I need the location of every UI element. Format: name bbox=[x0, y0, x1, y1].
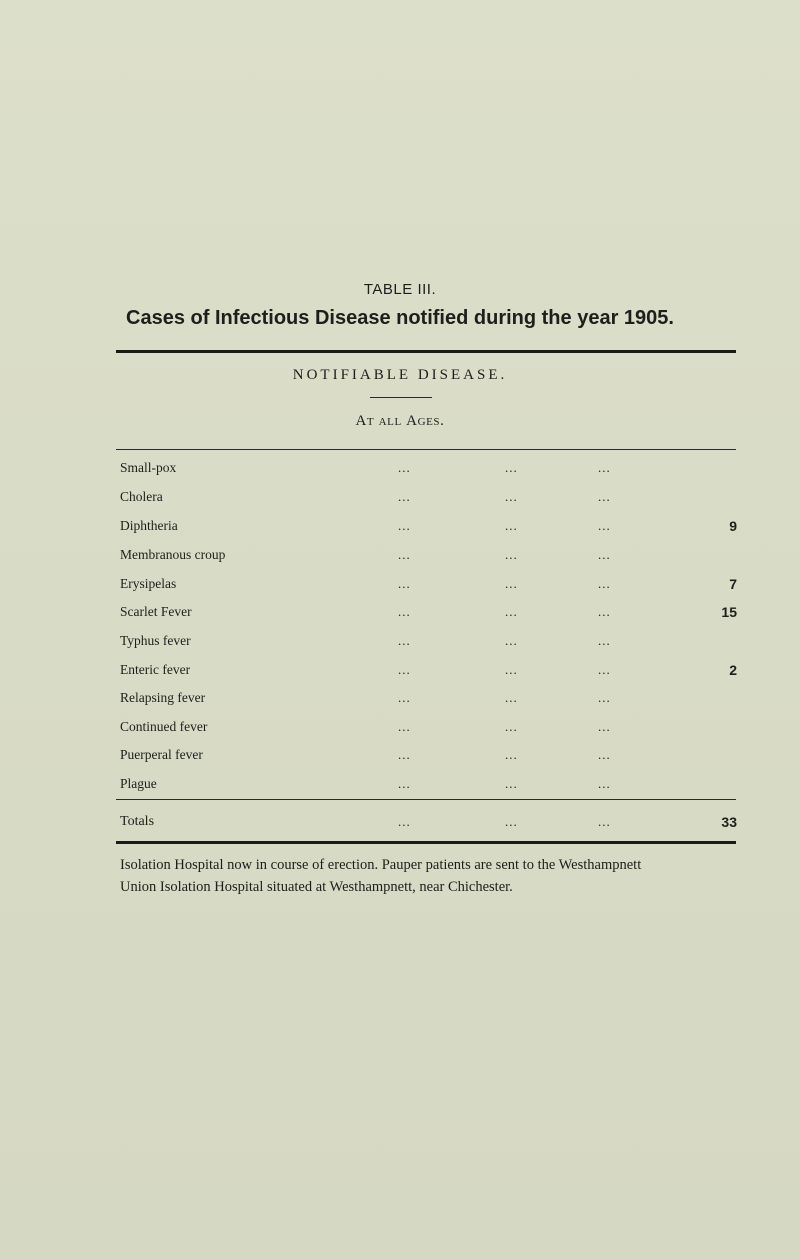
table-bottom-rule bbox=[116, 841, 736, 844]
totals-value: 33 bbox=[721, 814, 737, 830]
leader-dots: ... bbox=[598, 690, 611, 705]
leader-dots: ... bbox=[505, 747, 518, 762]
totals-row bbox=[0, 814, 800, 836]
leader-dots: ... bbox=[398, 747, 411, 762]
leader-dots: ... bbox=[505, 719, 518, 734]
table-row bbox=[0, 747, 800, 769]
table-row bbox=[0, 460, 800, 482]
leader-dots: ... bbox=[598, 489, 611, 504]
disease-name: Enteric fever bbox=[120, 662, 191, 677]
leader-dots: ... bbox=[398, 633, 411, 648]
table-row bbox=[0, 518, 800, 540]
table-row bbox=[0, 489, 800, 511]
leader-dots: ... bbox=[505, 776, 518, 791]
leader-dots: ... bbox=[398, 576, 411, 591]
table-row bbox=[0, 719, 800, 741]
disease-name: Continued fever bbox=[120, 719, 208, 734]
section-subheading bbox=[0, 413, 800, 430]
footnote-paragraph bbox=[120, 854, 740, 898]
leader-dots: ... bbox=[598, 518, 611, 533]
leader-dots: ... bbox=[598, 460, 611, 475]
table-row bbox=[0, 662, 800, 684]
disease-name: Erysipelas bbox=[120, 576, 177, 591]
leader-dots: ... bbox=[398, 489, 411, 504]
table-row bbox=[0, 547, 800, 569]
leader-dots: ... bbox=[398, 547, 411, 562]
leader-dots: ... bbox=[505, 690, 518, 705]
leader-dots: ... bbox=[398, 719, 411, 734]
subheading-rest: t all bbox=[366, 413, 402, 429]
case-count: 9 bbox=[729, 518, 737, 534]
leader-dots: ... bbox=[398, 776, 411, 791]
leader-dots: ... bbox=[398, 814, 411, 829]
leader-dots: ... bbox=[398, 690, 411, 705]
table-row bbox=[0, 604, 800, 626]
leader-dots: ... bbox=[505, 604, 518, 619]
disease-name: Plague bbox=[120, 776, 157, 791]
leader-dots: ... bbox=[598, 576, 611, 591]
totals-label: Totals bbox=[120, 814, 155, 829]
leader-dots: ... bbox=[505, 662, 518, 677]
leader-dots: ... bbox=[505, 576, 518, 591]
leader-dots: ... bbox=[598, 814, 611, 829]
disease-name: Puerperal fever bbox=[120, 747, 203, 762]
case-count: 15 bbox=[721, 604, 737, 620]
subheading-first-letter: A bbox=[355, 413, 367, 429]
case-count: 7 bbox=[729, 576, 737, 592]
leader-dots: ... bbox=[505, 814, 518, 829]
leader-dots: ... bbox=[598, 747, 611, 762]
totals-top-rule bbox=[116, 799, 736, 800]
leader-dots: ... bbox=[398, 518, 411, 533]
leader-dots: ... bbox=[598, 547, 611, 562]
disease-name: Typhus fever bbox=[120, 633, 191, 648]
leader-dots: ... bbox=[505, 547, 518, 562]
leader-dots: ... bbox=[505, 633, 518, 648]
leader-dots: ... bbox=[598, 604, 611, 619]
table-top-rule bbox=[116, 449, 736, 450]
table-row bbox=[0, 690, 800, 712]
subheading-ages: Ages. bbox=[406, 413, 445, 429]
disease-name: Diphtheria bbox=[120, 518, 178, 533]
table-label: TABLE III. bbox=[363, 281, 437, 298]
footnote-line: Isolation Hospital now in course of erection. Pauper patients are sent to the Westhampnett bbox=[120, 857, 642, 873]
leader-dots: ... bbox=[598, 633, 611, 648]
short-divider bbox=[370, 397, 432, 398]
leader-dots: ... bbox=[598, 776, 611, 791]
leader-dots: ... bbox=[598, 662, 611, 677]
disease-name: Small-pox bbox=[120, 460, 177, 475]
leader-dots: ... bbox=[505, 518, 518, 533]
case-count: 2 bbox=[729, 662, 737, 678]
disease-name: Membranous croup bbox=[120, 547, 226, 562]
disease-name: Relapsing fever bbox=[120, 690, 206, 705]
leader-dots: ... bbox=[505, 460, 518, 475]
leader-dots: ... bbox=[398, 460, 411, 475]
leader-dots: ... bbox=[505, 489, 518, 504]
table-row bbox=[0, 633, 800, 655]
page-title: Cases of Infectious Disease notified during the year 1905. bbox=[126, 307, 674, 329]
title-divider bbox=[116, 350, 736, 353]
leader-dots: ... bbox=[598, 719, 611, 734]
leader-dots: ... bbox=[398, 604, 411, 619]
table-row bbox=[0, 576, 800, 598]
disease-name: Cholera bbox=[120, 489, 163, 504]
section-heading: NOTIFIABLE DISEASE. bbox=[292, 367, 508, 383]
disease-name: Scarlet Fever bbox=[120, 604, 192, 619]
footnote-line: Union Isolation Hospital situated at Westhampnett, near Chichester. bbox=[120, 879, 513, 895]
table-row bbox=[0, 776, 800, 798]
leader-dots: ... bbox=[398, 662, 411, 677]
